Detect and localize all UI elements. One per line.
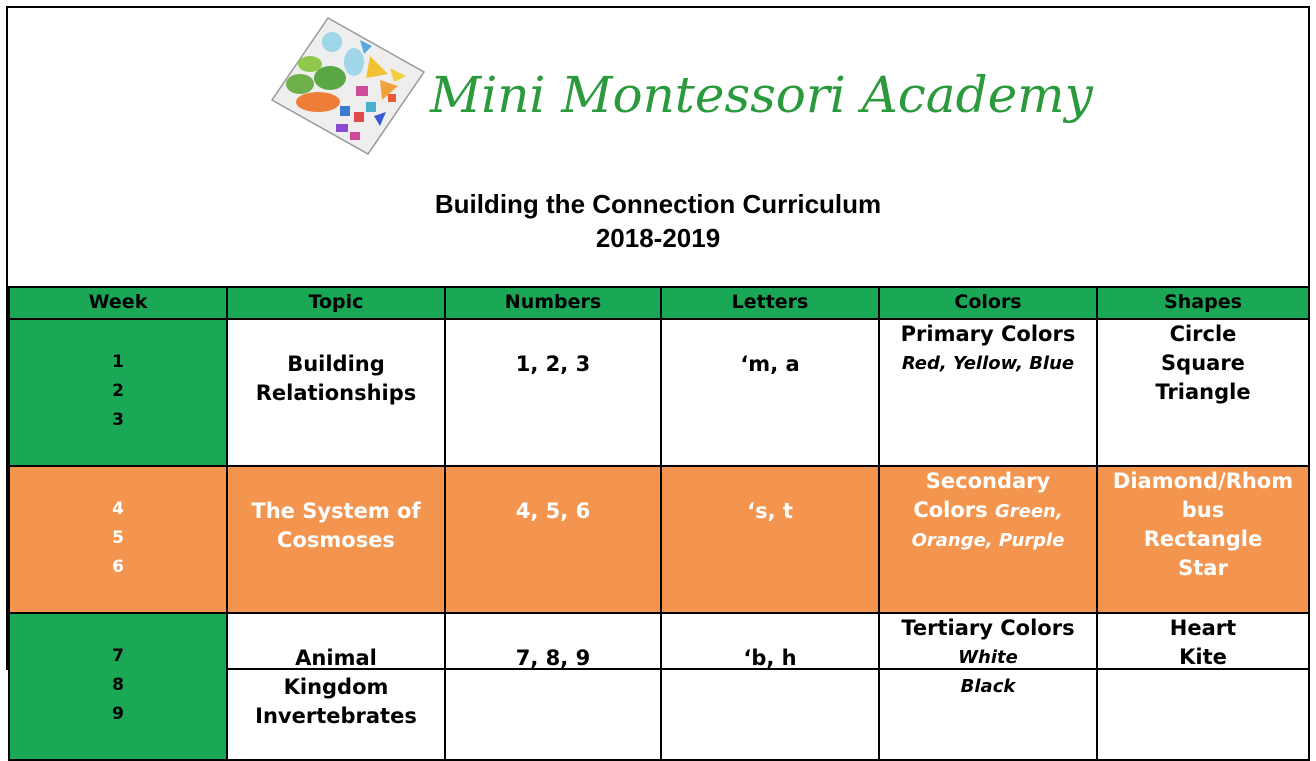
header-numbers: Numbers (445, 287, 661, 319)
header-colors: Colors (879, 287, 1097, 319)
colors-title: Primary Colors (900, 322, 1076, 346)
topic-text: Kingdom (283, 675, 389, 699)
shape-item: bus (1181, 498, 1225, 522)
letters-cell: ‘m, a (661, 319, 879, 466)
shape-item: Diamond/Rhom (1112, 469, 1294, 493)
week-number: 2 (112, 381, 124, 401)
letters-cell: ‘s, t (661, 466, 879, 613)
week-number: 3 (112, 410, 124, 430)
colors-example: Black (960, 676, 1016, 697)
topic-cell (227, 466, 445, 613)
colors-examples: Red, Yellow, Blue (901, 353, 1075, 374)
topic-text: Cosmoses (277, 528, 395, 552)
shape-item: Kite (1179, 645, 1227, 669)
shape-item: Star (1178, 556, 1228, 580)
shape-item: Rectangle (1143, 527, 1263, 551)
colors-cell (879, 613, 1097, 760)
header-topic: Topic (227, 287, 445, 319)
topic-text: Building (287, 352, 385, 376)
colors-example: White (958, 647, 1018, 668)
week-number: 7 (112, 646, 124, 666)
week-number: 9 (112, 704, 124, 724)
table-row (9, 319, 1309, 466)
colors-cell (879, 466, 1097, 613)
week-number: 4 (112, 499, 124, 519)
header-week: Week (9, 287, 227, 319)
numbers-cell: 4, 5, 6 (445, 466, 661, 613)
curriculum-table (8, 286, 1310, 761)
colors-cell (879, 319, 1097, 466)
shape-item: Triangle (1155, 380, 1251, 404)
table-row (9, 613, 1309, 760)
shape-item: Heart (1169, 616, 1237, 640)
academy-logo-icon (270, 16, 426, 156)
week-number: 8 (112, 675, 124, 695)
header-letters: Letters (661, 287, 879, 319)
document-year: 2018-2019 (595, 223, 721, 253)
week-cell (9, 466, 227, 613)
topic-cell (227, 319, 445, 466)
curriculum-document (6, 6, 1310, 728)
numbers-cell: 7, 8, 9 (445, 613, 661, 760)
header-shapes: Shapes (1097, 287, 1309, 319)
shapes-cell (1097, 613, 1309, 760)
colors-title: Tertiary Colors (901, 616, 1075, 640)
week-number: 1 (112, 352, 124, 372)
topic-text: Animal (295, 646, 377, 670)
numbers-cell: 1, 2, 3 (445, 319, 661, 466)
table-header-row (9, 287, 1309, 319)
letters-cell: ‘b, h (661, 613, 879, 760)
shapes-cell (1097, 466, 1309, 613)
colors-examples: Orange, Purple (911, 530, 1065, 551)
colors-title-cont (880, 496, 1096, 526)
topic-text: Invertebrates (255, 704, 417, 728)
document-title: Building the Connection Curriculum (434, 189, 882, 219)
week-cell (9, 613, 227, 760)
shape-item: Circle (1169, 322, 1237, 346)
topic-cell (227, 613, 445, 760)
topic-text: Relationships (255, 381, 417, 405)
shape-item: Square (1161, 351, 1245, 375)
colors-title: Secondary (925, 469, 1051, 493)
brand-name: Mini Montessori Academy (430, 66, 1093, 124)
week-cell (9, 319, 227, 466)
colors-title-word: Colors (913, 498, 988, 522)
topic-text: The System of (251, 499, 421, 523)
week-number: 5 (112, 528, 124, 548)
week-number: 6 (112, 557, 124, 577)
colors-example: Green, (994, 501, 1063, 522)
shapes-cell (1097, 319, 1309, 466)
table-row (9, 466, 1309, 613)
document-header (8, 8, 1308, 286)
